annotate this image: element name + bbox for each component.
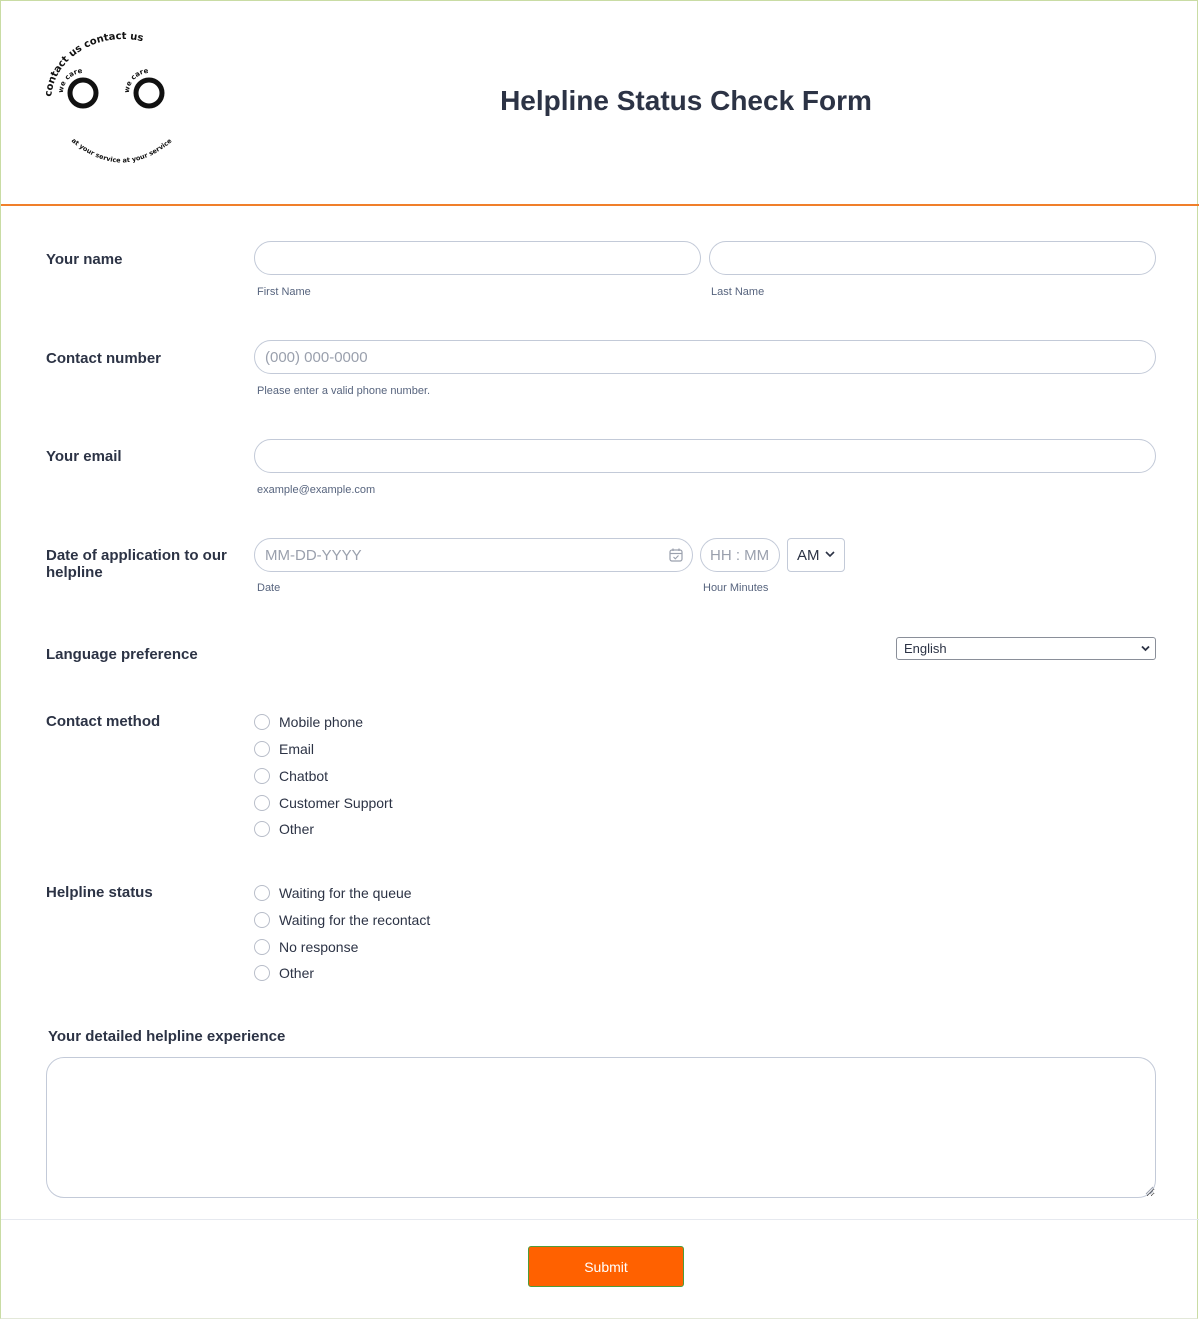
date-sublabel: Date bbox=[257, 582, 281, 594]
contact-method-label: Contact method bbox=[46, 713, 161, 730]
radio-option-waiting-queue[interactable] bbox=[254, 883, 412, 903]
language-select[interactable] bbox=[896, 637, 1156, 660]
email-sublabel: example@example.com bbox=[257, 484, 376, 496]
footer-divider bbox=[1, 1219, 1199, 1220]
ampm-select[interactable] bbox=[787, 538, 845, 572]
radio-button[interactable] bbox=[254, 912, 270, 928]
radio-option-mobile-phone[interactable] bbox=[254, 712, 363, 732]
language-label: Language preference bbox=[46, 646, 198, 663]
radio-option-label: Other bbox=[279, 965, 315, 981]
radio-option-no-response[interactable] bbox=[254, 937, 358, 957]
radio-button[interactable] bbox=[254, 965, 270, 981]
logo-smile-text: at your service at your service bbox=[69, 136, 174, 165]
date-label: Date of application to our helpline bbox=[46, 547, 227, 581]
logo-left-eye-text: we care bbox=[56, 66, 83, 94]
chevron-down-icon bbox=[1141, 645, 1150, 652]
radio-button[interactable] bbox=[254, 741, 270, 757]
phone-sublabel: Please enter a valid phone number. bbox=[257, 385, 431, 397]
calendar-icon[interactable] bbox=[669, 548, 683, 562]
radio-option-email[interactable] bbox=[254, 739, 314, 759]
helpline-status-label: Helpline status bbox=[46, 884, 153, 901]
radio-option-label: Mobile phone bbox=[279, 714, 364, 730]
time-input[interactable] bbox=[700, 538, 780, 572]
radio-button[interactable] bbox=[254, 768, 270, 784]
contact-us-smiley-logo bbox=[39, 25, 207, 177]
last-name-sublabel: Last Name bbox=[711, 286, 765, 298]
chevron-down-icon bbox=[825, 550, 835, 558]
radio-option-label: Waiting for the queue bbox=[279, 885, 412, 901]
radio-option-label: Waiting for the recontact bbox=[279, 912, 431, 928]
name-label: Your name bbox=[46, 251, 123, 268]
radio-option-label: Customer Support bbox=[279, 795, 393, 811]
first-name-input[interactable] bbox=[254, 241, 701, 275]
language-selected-value: English bbox=[904, 641, 947, 656]
radio-option-label: No response bbox=[279, 939, 359, 955]
radio-button[interactable] bbox=[254, 795, 270, 811]
experience-textarea[interactable] bbox=[46, 1057, 1156, 1198]
experience-label: Your detailed helpline experience bbox=[48, 1028, 286, 1045]
radio-button[interactable] bbox=[254, 939, 270, 955]
date-input[interactable] bbox=[254, 538, 693, 572]
logo-right-eye bbox=[136, 80, 162, 106]
form-header bbox=[1, 1, 1199, 204]
first-name-sublabel: First Name bbox=[257, 286, 311, 298]
resize-handle-icon[interactable] bbox=[1144, 1185, 1154, 1195]
radio-button[interactable] bbox=[254, 714, 270, 730]
email-label: Your email bbox=[46, 448, 122, 465]
logo-left-eye bbox=[70, 80, 96, 106]
radio-button[interactable] bbox=[254, 885, 270, 901]
page-title: Helpline Status Check Form bbox=[500, 85, 872, 116]
time-sublabel: Hour Minutes bbox=[703, 582, 769, 594]
radio-option-other-status[interactable] bbox=[254, 963, 314, 983]
radio-option-label: Email bbox=[279, 741, 315, 757]
email-input[interactable] bbox=[254, 439, 1156, 473]
last-name-input[interactable] bbox=[709, 241, 1156, 275]
radio-option-label: Chatbot bbox=[279, 768, 329, 784]
logo-ring-text: contact us contact us bbox=[43, 30, 145, 98]
header-divider bbox=[1, 204, 1199, 206]
ampm-value: AM bbox=[797, 546, 820, 564]
radio-option-waiting-recontact[interactable] bbox=[254, 910, 430, 930]
radio-option-customer-support[interactable] bbox=[254, 793, 393, 813]
radio-option-chatbot[interactable] bbox=[254, 766, 328, 786]
submit-button[interactable]: Submit bbox=[528, 1246, 684, 1287]
logo-right-eye-text: we care bbox=[122, 66, 149, 94]
radio-button[interactable] bbox=[254, 821, 270, 837]
radio-option-other[interactable] bbox=[254, 819, 314, 839]
phone-input[interactable] bbox=[254, 340, 1156, 374]
phone-label: Contact number bbox=[46, 350, 162, 367]
radio-option-label: Other bbox=[279, 821, 315, 837]
